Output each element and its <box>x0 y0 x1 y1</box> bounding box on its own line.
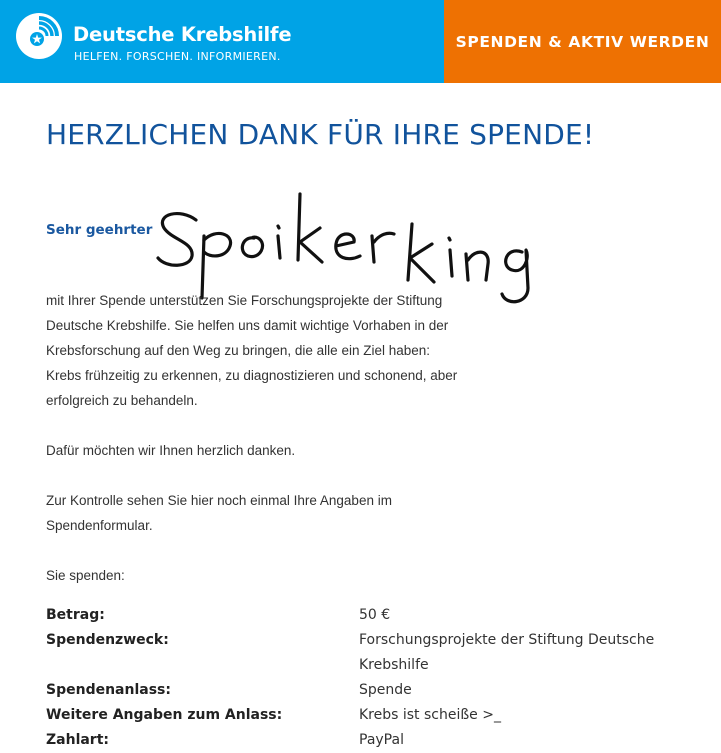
site-header <box>0 0 721 83</box>
detail-label: Spendenanlass: <box>46 682 171 698</box>
detail-row <box>46 603 706 628</box>
detail-value: 50 € <box>359 607 391 623</box>
detail-label: Weitere Angaben zum Anlass: <box>46 707 283 723</box>
salutation: Sehr geehrter <box>46 222 153 238</box>
donation-intro: Sie spenden: <box>46 568 125 583</box>
detail-value: Spende <box>359 682 412 698</box>
intro-paragraph: mit Ihrer Spende unterstützen Sie Forschungsprojekte der Stiftung Deutsche Krebshilfe. Sie helfen uns damit wichtige Vorhaben in der Krebsforschung auf den Weg zu bringen, die alle ein Ziel haben: Krebs frühzeitig zu erkennen, zu diagnostizieren und schonend, aber erfolgreich zu behandeln. <box>46 293 458 408</box>
detail-value: PayPal <box>359 732 404 748</box>
detail-row <box>46 703 706 728</box>
detail-row <box>46 678 706 703</box>
brand-tagline: HELFEN. FORSCHEN. INFORMIEREN. <box>74 50 281 63</box>
donate-cta-button[interactable]: SPENDEN & AKTIV WERDEN <box>444 0 721 83</box>
detail-label: Spendenzweck: <box>46 632 169 648</box>
detail-row <box>46 628 706 678</box>
detail-label: Zahlart: <box>46 732 110 748</box>
control-paragraph: Zur Kontrolle sehen Sie hier noch einmal Ihre Angaben im Spendenformular. <box>46 493 392 533</box>
detail-label: Betrag: <box>46 607 105 623</box>
brand-name: Deutsche Krebshilfe <box>73 23 292 46</box>
sun-swirl-logo-icon <box>15 12 63 60</box>
page-title: HERZLICHEN DANK FÜR IHRE SPENDE! <box>46 118 595 151</box>
brand-logo-link[interactable] <box>0 0 444 83</box>
detail-value: Krebs ist scheiße >_ <box>359 707 501 723</box>
thanks-paragraph: Dafür möchten wir Ihnen herzlich danken. <box>46 443 296 458</box>
donation-details <box>46 603 706 753</box>
detail-value: Forschungsprojekte der Stiftung Deutsche Krebshilfe <box>359 632 655 673</box>
